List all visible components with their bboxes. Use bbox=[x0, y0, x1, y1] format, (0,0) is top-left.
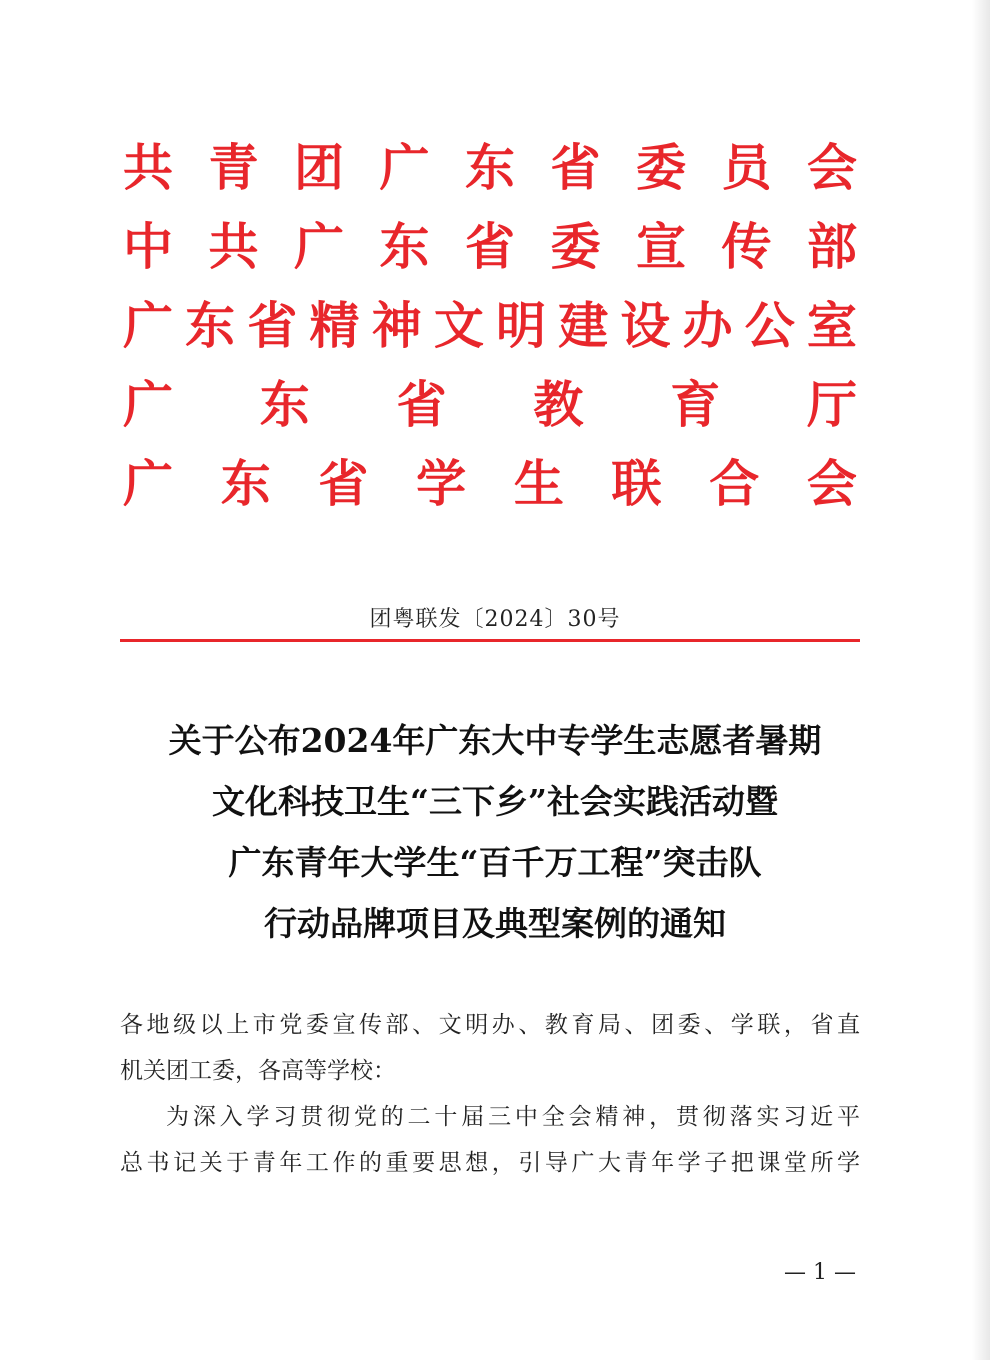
issuer-char: 员 bbox=[721, 138, 772, 197]
issuer-char: 共 bbox=[208, 217, 259, 276]
issuer-char: 合 bbox=[709, 454, 760, 513]
issuer-char: 厅 bbox=[806, 375, 857, 434]
issuer-char: 省 bbox=[396, 375, 447, 434]
issuer-char: 青 bbox=[208, 138, 259, 197]
issuer-char: 省 bbox=[318, 454, 369, 513]
issuer-line bbox=[120, 207, 860, 286]
issuer-char: 省 bbox=[247, 296, 298, 355]
issuer-char: 宣 bbox=[636, 217, 686, 276]
issuer-char: 委 bbox=[550, 217, 601, 276]
issuer-char: 会 bbox=[807, 138, 857, 197]
body-paragraph-line: 为深入学习贯彻党的二十届三中全会精神，贯彻落实习近平 bbox=[166, 1104, 860, 1130]
issuer-char: 广 bbox=[379, 138, 430, 197]
issuer-char: 生 bbox=[513, 454, 564, 513]
red-divider-line bbox=[120, 639, 860, 642]
title-line: 关于公布2024年广东大中专学生志愿者暑期 bbox=[168, 721, 822, 760]
issuer-char: 东 bbox=[379, 217, 430, 276]
issuer-char: 育 bbox=[670, 375, 721, 434]
issuer-char: 东 bbox=[185, 296, 236, 355]
title-line: 行动品牌项目及典型案例的通知 bbox=[264, 904, 726, 943]
document-number: 团粤联发〔2024〕30号 bbox=[369, 607, 621, 632]
issuer-char: 广 bbox=[123, 375, 173, 434]
title-line: 文化科技卫生“三下乡”社会实践活动暨 bbox=[212, 782, 778, 821]
issuing-organizations bbox=[120, 128, 860, 523]
issuer-char: 精 bbox=[309, 296, 360, 355]
issuer-char: 设 bbox=[620, 296, 671, 355]
issuer-char: 办 bbox=[682, 296, 733, 355]
issuer-char: 神 bbox=[371, 296, 422, 355]
issuer-char: 省 bbox=[550, 138, 601, 197]
addressee-line: 机关团工委，各高等学校： bbox=[120, 1058, 396, 1084]
issuer-char: 委 bbox=[636, 138, 686, 197]
issuer-char: 传 bbox=[721, 217, 772, 276]
issuer-char: 建 bbox=[558, 296, 609, 355]
issuer-char: 东 bbox=[220, 454, 271, 513]
issuer-char: 学 bbox=[416, 454, 467, 513]
issuer-char: 教 bbox=[533, 375, 584, 434]
page-edge-shadow bbox=[972, 0, 990, 1360]
issuer-char: 广 bbox=[123, 296, 173, 355]
addressee-line: 各地级以上市党委宣传部、文明办、教育局、团委、学联，省直 bbox=[120, 1012, 860, 1038]
issuer-char: 中 bbox=[123, 217, 173, 276]
issuer-char: 公 bbox=[744, 296, 795, 355]
issuer-char: 团 bbox=[294, 138, 344, 197]
issuer-char: 广 bbox=[123, 454, 173, 513]
issuer-char: 共 bbox=[123, 138, 173, 197]
issuer-char: 广 bbox=[294, 217, 344, 276]
issuer-line bbox=[120, 286, 860, 365]
document-title bbox=[90, 710, 900, 954]
issuer-char: 东 bbox=[259, 375, 310, 434]
issuer-char: 室 bbox=[806, 296, 857, 355]
document-body bbox=[120, 1002, 860, 1186]
issuer-char: 明 bbox=[496, 296, 547, 355]
issuer-char: 东 bbox=[465, 138, 515, 197]
issuer-char: 会 bbox=[806, 454, 857, 513]
title-line: 广东青年大学生“百千万工程”突击队 bbox=[228, 843, 762, 882]
issuer-char: 部 bbox=[807, 217, 857, 276]
issuer-char: 省 bbox=[465, 217, 515, 276]
issuer-line bbox=[120, 444, 860, 523]
page-number: — 1 — bbox=[784, 1260, 856, 1285]
issuer-char: 文 bbox=[433, 296, 484, 355]
body-paragraph-line: 总书记关于青年工作的重要思想，引导广大青年学子把课堂所学 bbox=[120, 1150, 860, 1176]
issuer-line bbox=[120, 128, 860, 207]
issuer-line bbox=[120, 365, 860, 444]
issuer-char: 联 bbox=[611, 454, 662, 513]
